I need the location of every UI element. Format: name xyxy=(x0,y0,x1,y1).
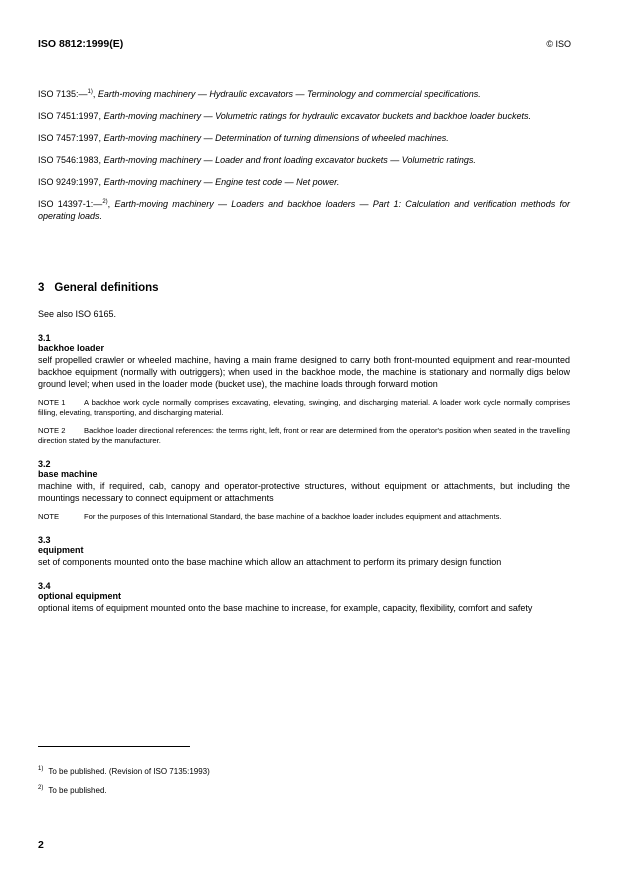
reference-item: ISO 9249:1997, Earth-moving machinery — Engine test code — Net power. xyxy=(38,177,340,187)
definition-term: equipment xyxy=(38,545,84,555)
document-id: ISO 8812:1999(E) xyxy=(38,38,124,50)
reference-item: ISO 14397-1:—$^{2)}$, Earth-moving machinery — Loaders and backhoe loaders — Part 1: Calculation and verification methods for operating loads. xyxy=(38,199,570,221)
section-title: General definitions xyxy=(54,282,159,294)
normative-references-list xyxy=(38,88,570,232)
definition-note: NOTE 2 Backhoe loader directional references: the terms right, left, front or rear are determined from the operator's position when seated in the travelling direction stated by the manufacturer. xyxy=(38,426,570,445)
footnote: $^{1)}$ To be published. (Revision of ISO 7135:1993) xyxy=(38,766,210,776)
footnote-divider xyxy=(38,746,190,747)
definition-text: optional items of equipment mounted onto the base machine to increase, for example, capacity, flexibility, comfort and safety xyxy=(38,603,533,613)
section-heading xyxy=(38,282,159,294)
copyright-notice: © ISO xyxy=(546,39,571,49)
reference-item: ISO 7457:1997, Earth-moving machinery — Determination of turning dimensions of wheeled machines. xyxy=(38,133,449,143)
page-number: 2 xyxy=(38,839,44,851)
definition-note: NOTE For the purposes of this International Standard, the base machine of a backhoe loader includes equipment and attachments. xyxy=(38,512,502,521)
reference-item: ISO 7546:1983, Earth-moving machinery — Loader and front loading excavator buckets — Volumetric ratings. xyxy=(38,155,476,165)
reference-item: ISO 7451:1997, Earth-moving machinery — Volumetric ratings for hydraulic excavator buckets and backhoe loader buckets. xyxy=(38,111,531,121)
definitions-body xyxy=(38,308,570,614)
definition-note: NOTE 1 A backhoe work cycle normally comprises excavating, elevating, swinging, and discharging material. A loader work cycle normally comprises filling, elevating, transporting, and discharging material. xyxy=(38,398,570,417)
definition-number: 3.4 xyxy=(38,581,51,591)
definition-number: 3.2 xyxy=(38,459,51,469)
definition-text: self propelled crawler or wheeled machine, having a main frame designed to carry both front-mounted equipment and rear-mounted backhoe equipment (normally with outriggers); when used in the backhoe mode, the machine is stationary and normally digs below ground level; when used in the loader mode (bucket use), the machine loads through forward motion xyxy=(38,355,570,389)
section-number: 3 xyxy=(38,282,45,294)
reference-item: ISO 7135:—$^{1)}$, Earth-moving machinery — Hydraulic excavators — Terminology and commercial specifications. xyxy=(38,89,481,99)
section-intro: See also ISO 6165. xyxy=(38,309,117,319)
definition-term: backhoe loader xyxy=(38,343,105,353)
definition-text: machine with, if required, cab, canopy and operator-protective structures, without equipment or attachments, but including the mountings necessary to connect equipment or attachments xyxy=(38,481,570,503)
definition-term: optional equipment xyxy=(38,591,121,601)
footnote: $^{2)}$ To be published. xyxy=(38,785,107,795)
definition-text: set of components mounted onto the base machine which allow an attachment to perform its primary design function xyxy=(38,557,502,567)
definition-term: base machine xyxy=(38,469,98,479)
definition-number: 3.3 xyxy=(38,535,51,545)
definition-number: 3.1 xyxy=(38,333,51,343)
